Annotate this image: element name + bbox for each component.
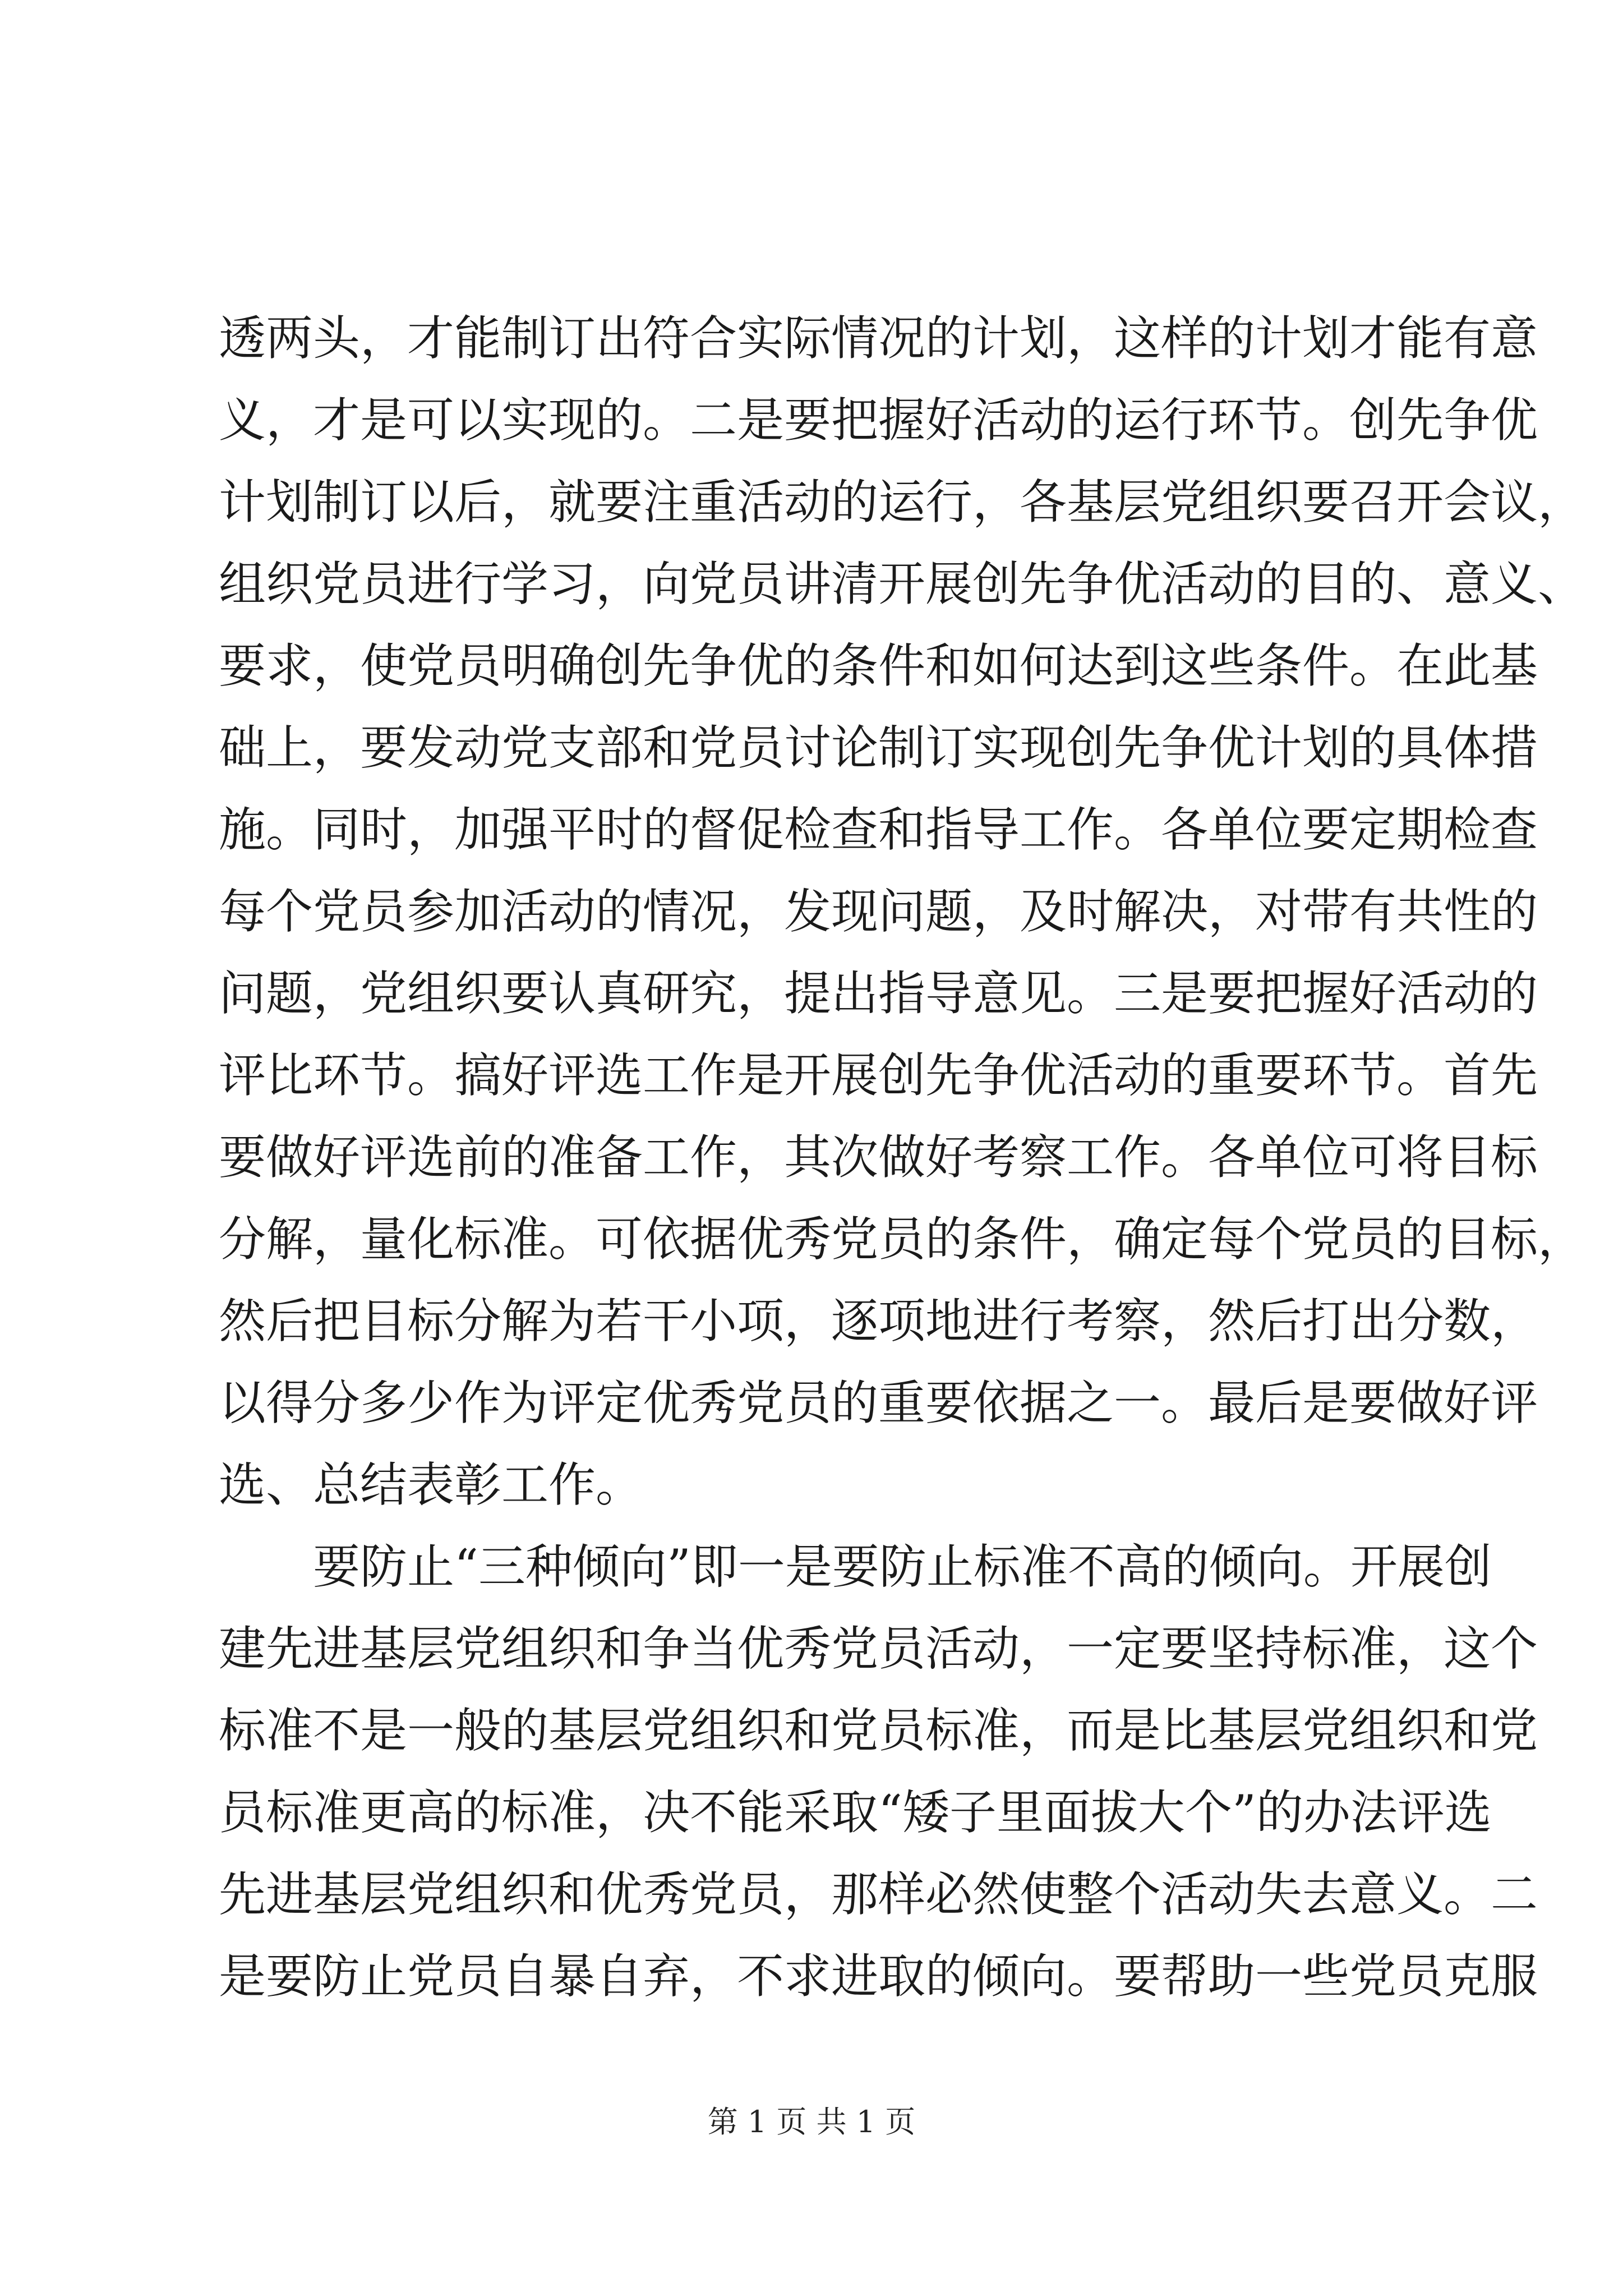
text-line: 以得分多少作为评定优秀党员的重要依据之一。最后是要做好评 bbox=[219, 1375, 1538, 1430]
page-number-label: 第 1 页 共 1 页 bbox=[707, 2104, 916, 2139]
text-line: 要做好评选前的准备工作，其次做好考察工作。各单位可将目标 bbox=[219, 1130, 1538, 1185]
text-line: 透两头，才能制订出符合实际情况的计划，这样的计划才能有意 bbox=[219, 311, 1538, 366]
text-line: 要求，使党员明确创先争优的条件和如何达到这些条件。在此基 bbox=[219, 638, 1538, 693]
paragraph-first-line: 要防止“三种倾向”即一是要防止标准不高的倾向。开展创 bbox=[313, 1539, 1492, 1594]
text-line: 是要防止党员自暴自弃，不求进取的倾向。要帮助一些党员克服 bbox=[219, 1949, 1538, 2004]
text-line: 标准不是一般的基层党组织和党员标准，而是比基层党组织和党 bbox=[219, 1703, 1538, 1758]
text-line: 员标准更高的标准，决不能采取“矮子里面拔大个”的办法评选 bbox=[219, 1785, 1492, 1840]
body-text bbox=[219, 297, 1585, 2017]
text-line: 先进基层党组织和优秀党员，那样必然使整个活动失去意义。二 bbox=[219, 1867, 1538, 1922]
text-line: 问题，党组织要认真研究，提出指导意见。三是要把握好活动的 bbox=[219, 966, 1538, 1021]
text-line: 然后把目标分解为若干小项，逐项地进行考察，然后打出分数， bbox=[219, 1294, 1538, 1349]
text-line: 评比环节。搞好评选工作是开展创先争优活动的重要环节。首先 bbox=[219, 1048, 1538, 1103]
text-line: 组织党员进行学习，向党员讲清开展创先争优活动的目的、意义、 bbox=[219, 556, 1585, 611]
text-line: 分解，量化标准。可依据优秀党员的条件，确定每个党员的目标， bbox=[219, 1212, 1585, 1267]
text-line: 每个党员参加活动的情况，发现问题，及时解决，对带有共性的 bbox=[219, 884, 1538, 939]
text-line: 建先进基层党组织和争当优秀党员活动，一定要坚持标准，这个 bbox=[219, 1621, 1538, 1676]
text-line: 计划制订以后，就要注重活动的运行，各基层党组织要召开会议， bbox=[219, 475, 1585, 530]
page-footer bbox=[0, 2102, 1623, 2142]
text-line: 础上，要发动党支部和党员讨论制订实现创先争优计划的具体措 bbox=[219, 720, 1538, 775]
text-line: 施。同时，加强平时的督促检查和指导工作。各单位要定期检查 bbox=[219, 802, 1538, 857]
text-line: 选、总结表彰工作。 bbox=[219, 1457, 643, 1512]
text-line: 义，才是可以实现的。二是要把握好活动的运行环节。创先争优 bbox=[219, 393, 1538, 448]
